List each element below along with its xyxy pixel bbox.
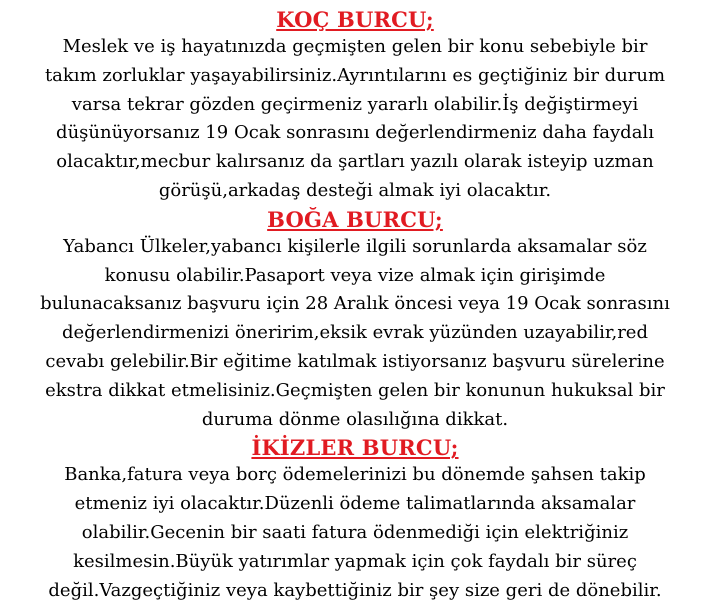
section-paragraph [4, 461, 706, 605]
paragraph-line: ekstra dikkat etmelisiniz.Geçmişten gelen bir konunun hukuksal bir [45, 379, 665, 401]
section-paragraph [4, 233, 706, 435]
paragraph-line: düşünüyorsanız 19 Ocak sonrasını değerlendirmeniz daha faydalı [56, 122, 654, 144]
paragraph-line: varsa tekrar gözden geçirmeniz yararlı olabilir.İş değiştirmeyi [71, 93, 639, 115]
paragraph-line: etmeniz iyi olacaktır.Düzenli ödeme talimatlarında aksamalar [74, 493, 636, 515]
section-boga [4, 206, 706, 435]
paragraph-line: olacaktır,mecbur kalırsanız da şartları yazılı olarak isteyip uzman [56, 151, 654, 173]
paragraph-line: Banka,fatura veya borç ödemelerinizi bu dönemde şahsen takip [64, 464, 646, 486]
paragraph-line: konusu olabilir.Pasaport veya vize almak için girişimde [104, 264, 606, 286]
paragraph-line: takım zorluklar yaşayabilirsiniz.Ayrıntılarını es geçtiğiniz bir durum [44, 64, 666, 86]
section-ikizler [4, 434, 706, 605]
section-heading: BOĞA BURCU; [267, 206, 443, 232]
paragraph-line: duruma dönme olasılığına dikkat. [201, 408, 509, 430]
section-koc [4, 6, 706, 206]
section-heading: İKİZLER BURCU; [251, 435, 459, 461]
paragraph-line: bulunacaksanız başvuru için 28 Aralık öncesi veya 19 Ocak sonrasını [40, 293, 670, 315]
paragraph-line: Yabancı Ülkeler,yabancı kişilerle ilgili sorunlarda aksamalar söz [63, 235, 647, 257]
paragraph-line: değil.Vazgeçtiğiniz veya kaybettiğiniz bir şey size geri de dönebilir. [48, 579, 662, 601]
section-paragraph [4, 33, 706, 206]
paragraph-line: kesilmesin.Büyük yatırımlar yapmak için çok faydalı bir süreç [73, 550, 637, 572]
paragraph-line: değerlendirmenizi öneririm,eksik evrak yüzünden uzayabilir,red [62, 322, 648, 344]
paragraph-line: olabilir.Gecenin bir saati fatura ödenmediği için elektriğiniz [81, 521, 629, 543]
paragraph-line: görüşü,arkadaş desteği almak iyi olacaktır. [158, 179, 552, 201]
paragraph-line: cevabı gelebilir.Bir eğitime katılmak istiyorsanız başvuru sürelerine [45, 350, 665, 372]
paragraph-line: Meslek ve iş hayatınızda geçmişten gelen bir konu sebebiyle bir [62, 36, 648, 57]
section-heading: KOÇ BURCU; [276, 7, 434, 32]
